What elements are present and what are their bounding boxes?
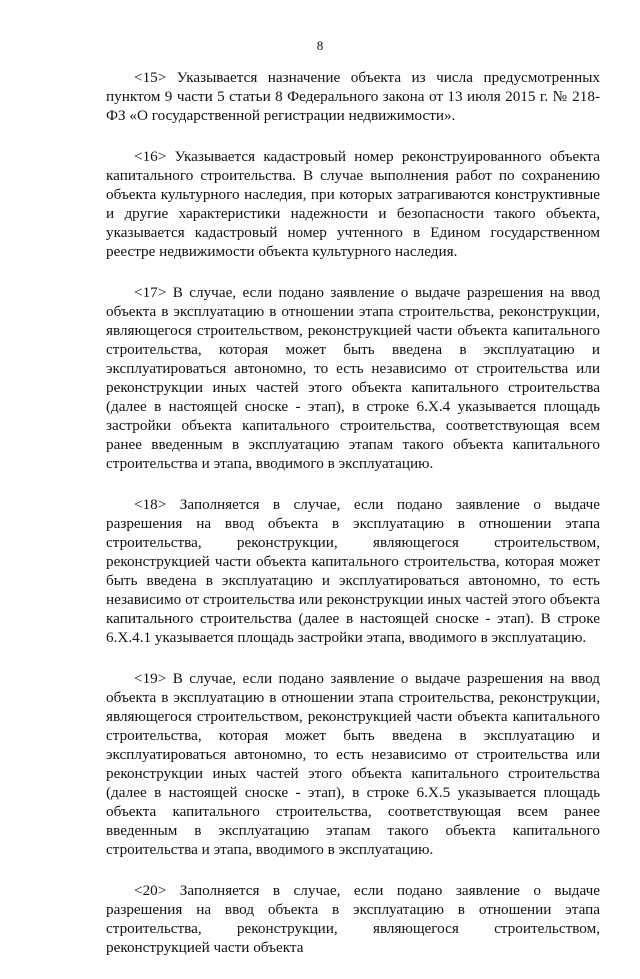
- footnote-19: <19> В случае, если подано заявление о выдаче разрешения на ввод объекта в эксплуатацию в отношении этапа строительства, реконструкции, являющегося строительством, реконструкцией части объекта капитального строительства, которая может быть введена в эксплуатацию и эксплуатироваться автономно, то есть независимо от строительства или реконструкции иных частей этого объекта капитального строительства (далее в настоящей сноске - этап), в строке 6.Х.5 указывается площадь объекта капитального строительства, соответствующая всем ранее введенным в эксплуатацию этапам такого объекта капитального строительства и этапа, вводимого в эксплуатацию.: [106, 670, 600, 858]
- page-number: 8: [316, 38, 324, 53]
- footnote-18: <18> Заполняется в случае, если подано заявление о выдаче разрешения на ввод объекта в эксплуатацию в отношении этапа строительства, реконструкции, являющегося строительством, реконструкцией части объекта капитального строительства, которая может быть введена в эксплуатацию и эксплуатироваться автономно, то есть независимо от строительства или реконструкции иных частей этого объекта капитального строительства (далее в настоящей сноске - этап). В строке 6.Х.4.1 указывается площадь застройки этапа, вводимого в эксплуатацию.: [106, 496, 600, 646]
- footnote-15: <15> Указывается назначение объекта из числа предусмотренных пунктом 9 части 5 статьи 8 Федерального закона от 13 июля 2015 г. № 218-ФЗ «О государственной регистрации недвижимости».: [106, 69, 600, 124]
- footnote-16: <16> Указывается кадастровый номер реконструированного объекта капитального строительства. В случае выполнения работ по сохранению объекта культурного наследия, при которых затрагиваются конструктивные и другие характеристики надежности и безопасности такого объекта, указывается кадастровый номер учтенного в Едином государственном реестре недвижимости объекта культурного наследия.: [106, 148, 600, 260]
- footnote-20: <20> Заполняется в случае, если подано заявление о выдаче разрешения на ввод объекта в эксплуатацию в отношении этапа строительства, реконструкции, являющегося строительством, реконструкцией части объекта: [106, 882, 600, 956]
- footnote-17: <17> В случае, если подано заявление о выдаче разрешения на ввод объекта в эксплуатацию в отношении этапа строительства, реконструкции, являющегося строительством, реконструкцией части объекта капитального строительства, которая может быть введена в эксплуатацию и эксплуатироваться автономно, то есть независимо от строительства или реконструкции иных частей этого объекта капитального строительства (далее в настоящей сноске - этап), в строке 6.Х.4 указывается площадь застройки объекта капитального строительства, соответствующая всем ранее введенным в эксплуатацию этапам такого объекта капитального строительства и этапа, вводимого в эксплуатацию.: [106, 284, 600, 472]
- document-body: [106, 68, 600, 979]
